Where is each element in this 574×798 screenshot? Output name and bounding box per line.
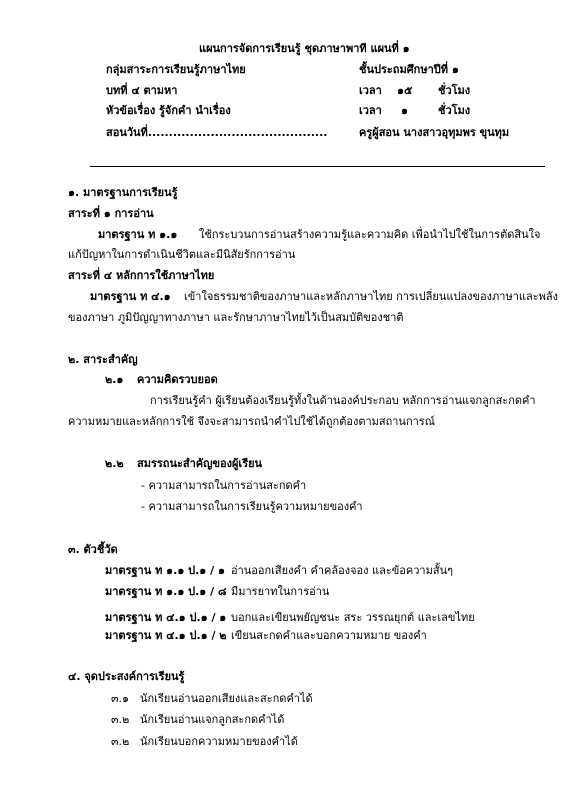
- section1-heading: ๑. มาตรฐานการเรียนรู้: [68, 186, 178, 199]
- lesson-name: บทที่ ๔ ตามหา: [106, 84, 178, 97]
- teacher-name: ครูผู้สอน นางสาวอุทุมพร ขุนทุม: [359, 126, 510, 139]
- std11-text: ใช้กระบวนการอ่านสร้างความรู้และความคิด เพื่อนำไปใช้ในการตัดสินใจ: [199, 228, 541, 241]
- indicator-code: มาตรฐาน ท ๔.๑ ป.๑ / ๒: [105, 629, 227, 642]
- header-divider: [90, 166, 545, 167]
- sub1-title: ความคิดรวบยอด: [137, 373, 218, 386]
- indicator-text: มีมารยาทในการอ่าน: [231, 585, 330, 598]
- std41-text: เข้าใจธรรมชาติของภาษาและหลักภาษาไทย การเปลี่ยนแปลงของภาษาและพลัง: [184, 290, 558, 303]
- section4-heading: ๔. จุดประสงค์การเรียนรู้: [68, 670, 185, 683]
- teach-date: สอนวันที่...........................................: [106, 126, 328, 139]
- strand1-heading: สาระที่ ๑ การอ่าน: [68, 207, 154, 220]
- sub1-text-cont: ความหมายและหลักการใช้ จึงจะสามารถนำคำไปใช้ได้ถูกต้องตามสถานการณ์: [68, 415, 435, 428]
- lesson-time-label: เวลา: [359, 84, 382, 97]
- objective-text: นักเรียนอ่านออกเสียงและสะกดคำได้: [140, 692, 313, 705]
- section3-heading: ๓. ตัวชี้วัด: [68, 543, 118, 556]
- indicator-code: มาตรฐาน ท ๔.๑ ป.๑ / ๑: [105, 611, 227, 624]
- sub2-number: ๒.๒: [105, 457, 124, 470]
- topic-name: หัวข้อเรื่อง รู้จักคำ นำเรื่อง: [106, 104, 231, 117]
- std41-label: มาตรฐาน ท ๔.๑: [90, 290, 171, 303]
- indicator-code: มาตรฐาน ท ๑.๑ ป.๑ / ๘: [105, 585, 227, 598]
- objective-number: ๓.๒: [111, 713, 130, 726]
- indicator-code: มาตรฐาน ท ๑.๑ ป.๑ / ๑: [105, 564, 225, 577]
- topic-time-unit: ชั่วโมง: [438, 104, 471, 117]
- objective-text: นักเรียนบอกความหมายของคำได้: [140, 735, 298, 748]
- objective-number: ๓.๑: [111, 692, 129, 705]
- indicator-text: เขียนสะกดคำและบอกความหมาย ของคำ: [231, 629, 427, 642]
- indicator-text: บอกและเขียนพยัญชนะ สระ วรรณยุกต์ และเลขไทย: [231, 611, 475, 624]
- sub1-number: ๒.๑: [105, 373, 124, 386]
- sub2-title: สมรรถนะสำคัญของผู้เรียน: [137, 457, 263, 470]
- section2-heading: ๒. สาระสำคัญ: [68, 353, 138, 366]
- grade-level: ชั้นประถมศึกษาปีที่ ๑: [359, 63, 459, 76]
- indicator-text: อ่านออกเสียงคำ คำคล้องจอง และข้อความสั้นๆ: [231, 564, 453, 577]
- std11-text-cont: แก้ปัญหาในการดำเนินชีวิตและมีนิสัยรักการอ่าน: [68, 248, 296, 261]
- objective-text: นักเรียนอ่านแจกลูกสะกดคำได้: [140, 713, 285, 726]
- lesson-time-unit: ชั่วโมง: [438, 84, 471, 97]
- document-title: แผนการจัดการเรียนรู้ ชุดภาษาพาที แผนที่ ๑: [199, 42, 410, 55]
- topic-time-label: เวลา: [359, 104, 382, 117]
- std11-label: มาตรฐาน ท ๑.๑: [98, 228, 178, 241]
- bullet-item: - ความสามารถในการเรียนรู้ความหมายของคำ: [141, 500, 363, 513]
- lesson-time-value: ๑๕: [397, 84, 413, 97]
- topic-time-value: ๑: [401, 104, 408, 117]
- strand4-heading: สาระที่ ๔ หลักการใช้ภาษาไทย: [68, 269, 215, 282]
- subject-group: กลุ่มสาระการเรียนรู้ภาษาไทย: [106, 63, 246, 76]
- objective-number: ๓.๒: [111, 735, 130, 748]
- bullet-item: - ความสามารถในการอ่านสะกดคำ: [141, 479, 307, 492]
- sub1-text: การเรียนรู้คำ ผู้เรียนต้องเรียนรู้ทั้งในด้านองค์ประกอบ หลักการอ่านแจกลูกสะกดคำ: [150, 394, 536, 407]
- std41-text-cont: ของภาษา ภูมิปัญญาทางภาษา และรักษาภาษาไทยไว้เป็นสมบัติของชาติ: [68, 311, 404, 324]
